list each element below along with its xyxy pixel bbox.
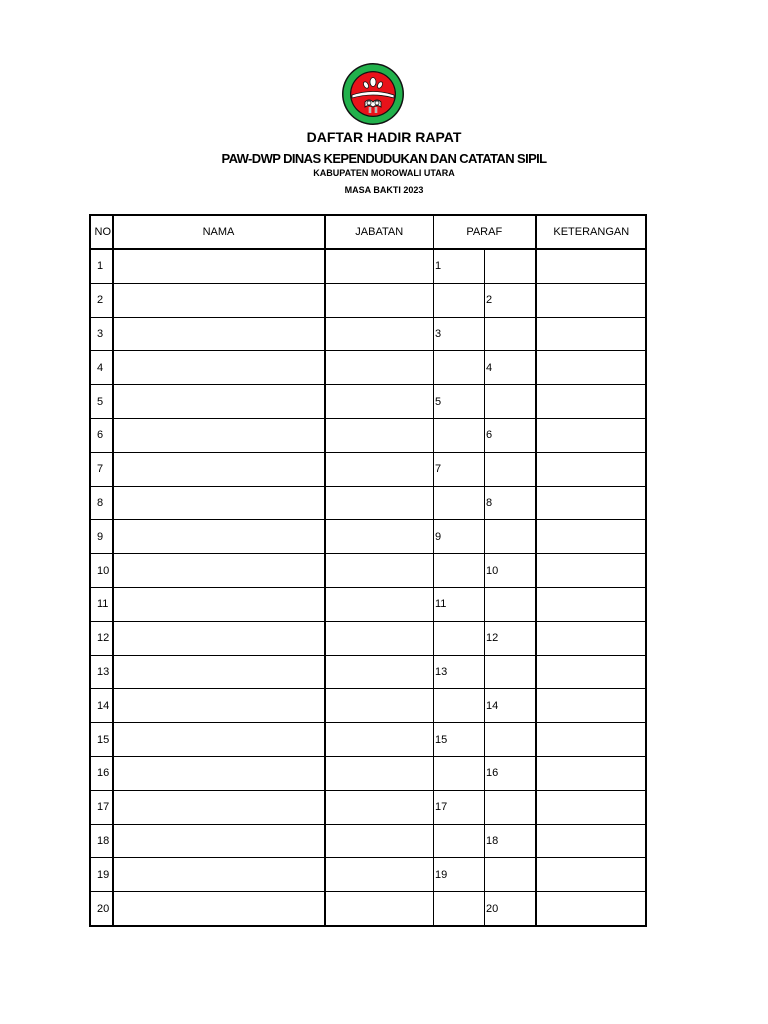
jabatan-cell[interactable] [325,858,434,892]
table-row [91,351,647,385]
nama-cell[interactable] [113,655,325,689]
nama-cell[interactable] [113,520,325,554]
paraf-right-cell[interactable]: 2 [485,283,536,317]
jabatan-cell[interactable] [325,587,434,621]
row-number: 18 [91,824,113,858]
row-number: 6 [91,418,113,452]
table-row [91,452,647,486]
paraf-right-cell[interactable] [485,858,536,892]
keterangan-cell[interactable] [536,689,647,723]
paraf-left-cell[interactable]: 7 [434,452,485,486]
paraf-right-cell[interactable] [485,790,536,824]
paraf-left-cell[interactable]: 11 [434,587,485,621]
paraf-right-cell[interactable]: 8 [485,486,536,520]
paraf-left-cell[interactable]: 17 [434,790,485,824]
keterangan-cell[interactable] [536,486,647,520]
header-nama: NAMA [113,216,325,250]
nama-cell[interactable] [113,689,325,723]
keterangan-cell[interactable] [536,723,647,757]
paraf-right-cell[interactable] [485,385,536,419]
document-subtitle: PAW-DWP DINAS KEPENDUDUKAN DAN CATATAN SIPIL [221,151,547,166]
paraf-left-cell[interactable] [434,892,485,926]
paraf-right-cell[interactable]: 18 [485,824,536,858]
row-number: 5 [91,385,113,419]
document-region: KABUPATEN MOROWALI UTARA [313,168,455,178]
table-row [91,723,647,757]
paraf-right-cell[interactable]: 6 [485,418,536,452]
paraf-right-cell[interactable] [485,655,536,689]
paraf-left-cell[interactable]: 13 [434,655,485,689]
paraf-right-cell[interactable]: 14 [485,689,536,723]
paraf-left-cell[interactable] [434,621,485,655]
jabatan-cell[interactable] [325,824,434,858]
table-row [91,824,647,858]
keterangan-cell[interactable] [536,554,647,588]
header-paraf: PARAF [434,216,536,250]
nama-cell[interactable] [113,824,325,858]
keterangan-cell[interactable] [536,317,647,351]
table-header-row [91,216,647,250]
paraf-right-cell[interactable] [485,520,536,554]
row-number: 19 [91,858,113,892]
jabatan-cell[interactable] [325,790,434,824]
table-row [91,486,647,520]
table-row [91,892,647,926]
paraf-right-cell[interactable] [485,249,536,283]
row-number: 11 [91,587,113,621]
nama-cell[interactable] [113,621,325,655]
row-number: 10 [91,554,113,588]
table-row [91,418,647,452]
keterangan-cell[interactable] [536,790,647,824]
paraf-left-cell[interactable]: 15 [434,723,485,757]
row-number: 7 [91,452,113,486]
nama-cell[interactable] [113,858,325,892]
row-number: 1 [91,249,113,283]
table-row [91,655,647,689]
nama-cell[interactable] [113,892,325,926]
paraf-right-cell[interactable]: 10 [485,554,536,588]
nama-cell[interactable] [113,249,325,283]
nama-cell[interactable] [113,587,325,621]
paraf-left-cell[interactable]: 9 [434,520,485,554]
table-row [91,317,647,351]
table-row [91,858,647,892]
nama-cell[interactable] [113,283,325,317]
paraf-right-cell[interactable] [485,587,536,621]
nama-cell[interactable] [113,351,325,385]
paraf-right-cell[interactable]: 12 [485,621,536,655]
jabatan-cell[interactable] [325,520,434,554]
dwp-logo [341,62,405,126]
row-number: 8 [91,486,113,520]
jabatan-cell[interactable] [325,621,434,655]
row-number: 4 [91,351,113,385]
table-row [91,283,647,317]
row-number: 20 [91,892,113,926]
paraf-right-cell[interactable] [485,452,536,486]
paraf-right-cell[interactable]: 4 [485,351,536,385]
paraf-left-cell[interactable] [434,824,485,858]
jabatan-cell[interactable] [325,892,434,926]
paraf-right-cell[interactable]: 20 [485,892,536,926]
keterangan-cell[interactable] [536,249,647,283]
keterangan-cell[interactable] [536,520,647,554]
keterangan-cell[interactable] [536,756,647,790]
jabatan-cell[interactable] [325,249,434,283]
attendance-table [90,215,647,926]
jabatan-cell[interactable] [325,351,434,385]
nama-cell[interactable] [113,317,325,351]
paraf-left-cell[interactable]: 1 [434,249,485,283]
paraf-left-cell[interactable] [434,418,485,452]
table-row [91,756,647,790]
document-period: MASA BAKTI 2023 [344,185,424,195]
jabatan-cell[interactable] [325,283,434,317]
keterangan-cell[interactable] [536,892,647,926]
jabatan-cell[interactable] [325,486,434,520]
keterangan-cell[interactable] [536,655,647,689]
table-row [91,689,647,723]
table-row [91,587,647,621]
row-number: 15 [91,723,113,757]
nama-cell[interactable] [113,452,325,486]
row-number: 3 [91,317,113,351]
jabatan-cell[interactable] [325,317,434,351]
paraf-left-cell[interactable]: 19 [434,858,485,892]
keterangan-cell[interactable] [536,587,647,621]
paraf-right-cell[interactable] [485,317,536,351]
jabatan-cell[interactable] [325,655,434,689]
jabatan-cell[interactable] [325,723,434,757]
jabatan-cell[interactable] [325,756,434,790]
table-row [91,554,647,588]
row-number: 14 [91,689,113,723]
nama-cell[interactable] [113,790,325,824]
jabatan-cell[interactable] [325,689,434,723]
row-number: 12 [91,621,113,655]
row-number: 9 [91,520,113,554]
keterangan-cell[interactable] [536,858,647,892]
row-number: 2 [91,283,113,317]
paraf-right-cell[interactable]: 16 [485,756,536,790]
nama-cell[interactable] [113,554,325,588]
paraf-right-cell[interactable] [485,723,536,757]
header-no: NO [91,216,113,250]
table-row [91,249,647,283]
header-keterangan: KETERANGAN [536,216,647,250]
nama-cell[interactable] [113,385,325,419]
jabatan-cell[interactable] [325,554,434,588]
paraf-left-cell[interactable] [434,283,485,317]
keterangan-cell[interactable] [536,385,647,419]
table-row [91,790,647,824]
keterangan-cell[interactable] [536,418,647,452]
table-row [91,385,647,419]
nama-cell[interactable] [113,486,325,520]
row-number: 13 [91,655,113,689]
table-row [91,520,647,554]
keterangan-cell[interactable] [536,824,647,858]
row-number: 16 [91,756,113,790]
keterangan-cell[interactable] [536,283,647,317]
header-jabatan: JABATAN [325,216,434,250]
nama-cell[interactable] [113,418,325,452]
paraf-left-cell[interactable] [434,486,485,520]
keterangan-cell[interactable] [536,452,647,486]
paraf-left-cell[interactable] [434,689,485,723]
document-title: DAFTAR HADIR RAPAT [306,129,462,145]
nama-cell[interactable] [113,723,325,757]
keterangan-cell[interactable] [536,621,647,655]
paraf-left-cell[interactable]: 3 [434,317,485,351]
paraf-left-cell[interactable] [434,756,485,790]
nama-cell[interactable] [113,756,325,790]
paraf-left-cell[interactable] [434,554,485,588]
paraf-left-cell[interactable]: 5 [434,385,485,419]
jabatan-cell[interactable] [325,418,434,452]
paraf-left-cell[interactable] [434,351,485,385]
jabatan-cell[interactable] [325,385,434,419]
jabatan-cell[interactable] [325,452,434,486]
dwp-emblem-icon [341,62,405,126]
table-row [91,621,647,655]
keterangan-cell[interactable] [536,351,647,385]
row-number: 17 [91,790,113,824]
